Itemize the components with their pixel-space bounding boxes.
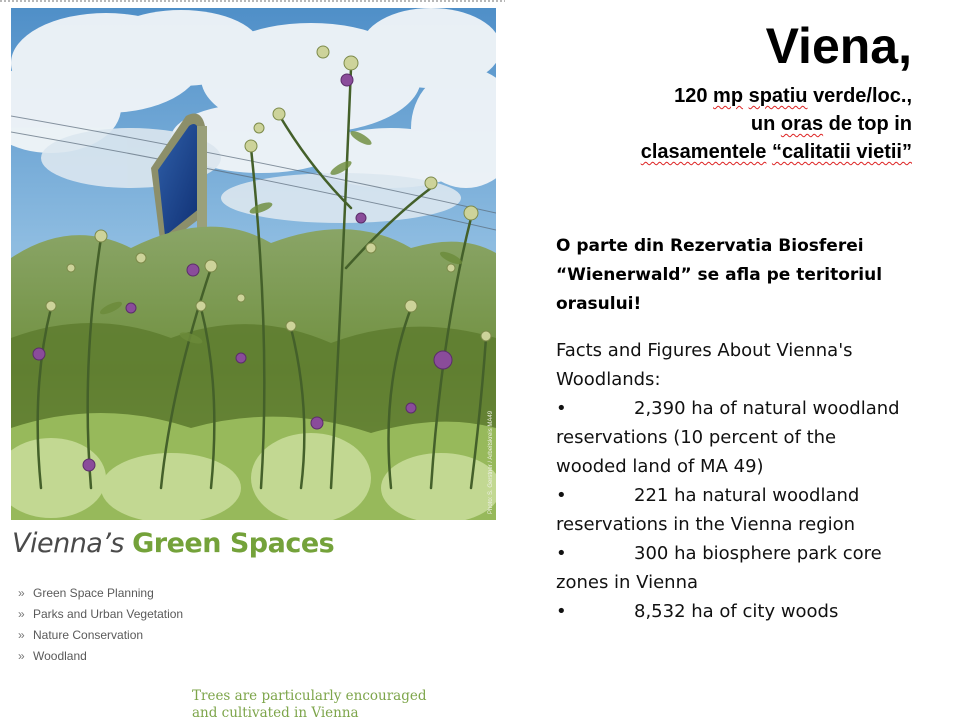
bullet-glyph: • [556, 543, 567, 564]
bullet-glyph: » [18, 649, 25, 663]
subtitle-word: clasamentele [640, 141, 767, 163]
fact-continuation: wooded land of MA 49) [556, 456, 764, 477]
subtitle-word: “calitatii vietii” [771, 141, 912, 163]
subtitle-word: un [750, 113, 776, 135]
bullet-glyph: » [18, 607, 25, 621]
top-dotted-rule [0, 0, 505, 2]
list-item [18, 585, 183, 606]
thistle-photo [11, 8, 496, 520]
fact-item-line [556, 481, 900, 510]
brochure-title [12, 528, 334, 559]
subtitle-word: 120 [674, 85, 708, 107]
brochure-topic-list [18, 585, 183, 669]
list-item [18, 648, 183, 669]
facts-intro-line: Woodlands: [556, 369, 661, 390]
fact-item-line [556, 394, 900, 423]
list-item [18, 627, 183, 648]
bullet-glyph: • [556, 398, 567, 419]
list-item [18, 606, 183, 627]
fact-continuation: reservations in the Vienna region [556, 514, 856, 535]
fact-item-line [556, 597, 900, 626]
fact-text: 2,390 ha of natural woodland [634, 398, 900, 419]
fact-text: 8,532 ha of city woods [634, 601, 839, 622]
statement-line: orasului! [556, 294, 642, 314]
facts-intro-line: Facts and Figures About Vienna's [556, 340, 853, 361]
fact-continuation: reservations (10 percent of the [556, 427, 837, 448]
photo-credit: Photo: S. Gerstner / Arbeitskreis MA49 [488, 410, 494, 514]
subtitle-line [641, 82, 912, 110]
subtitle-word: oras [780, 113, 824, 135]
fact-text: 300 ha biosphere park core [634, 543, 882, 564]
subtitle-word: de top in [828, 113, 912, 135]
bullet-glyph: • [556, 601, 567, 622]
subtitle-word: mp [713, 85, 744, 107]
topic-label: Green Space Planning [33, 586, 154, 600]
subtitle-line [641, 110, 912, 138]
bullet-glyph: » [18, 628, 25, 642]
subtitle-word: verde/loc., [813, 85, 912, 107]
topic-label: Woodland [33, 649, 87, 663]
brochure-title-city: Vienna’s [12, 528, 125, 559]
slide-title: Viena, [765, 18, 912, 74]
brochure-title-green-spaces: Green Spaces [132, 528, 335, 559]
bullet-glyph: • [556, 485, 567, 506]
photo-caption [192, 688, 426, 722]
subtitle-line [641, 138, 912, 166]
biosphere-statement [556, 232, 882, 319]
caption-line: Trees are particularly encouraged [192, 688, 427, 704]
slide-subtitle [641, 82, 912, 166]
thistle-photo-graphic [11, 8, 496, 520]
topic-label: Nature Conservation [33, 628, 144, 642]
caption-line: and cultivated in Vienna [192, 705, 359, 721]
fact-text: 221 ha natural woodland [634, 485, 860, 506]
fact-continuation: zones in Vienna [556, 572, 699, 593]
bullet-glyph: » [18, 586, 25, 600]
fact-item-line [556, 539, 900, 568]
statement-line: O parte din Rezervatia Biosferei [556, 236, 864, 256]
topic-label: Parks and Urban Vegetation [33, 607, 184, 621]
statement-line: “Wienerwald” se afla pe teritoriul [556, 265, 883, 285]
subtitle-word: spatiu [748, 85, 808, 107]
woodland-facts [556, 336, 900, 626]
